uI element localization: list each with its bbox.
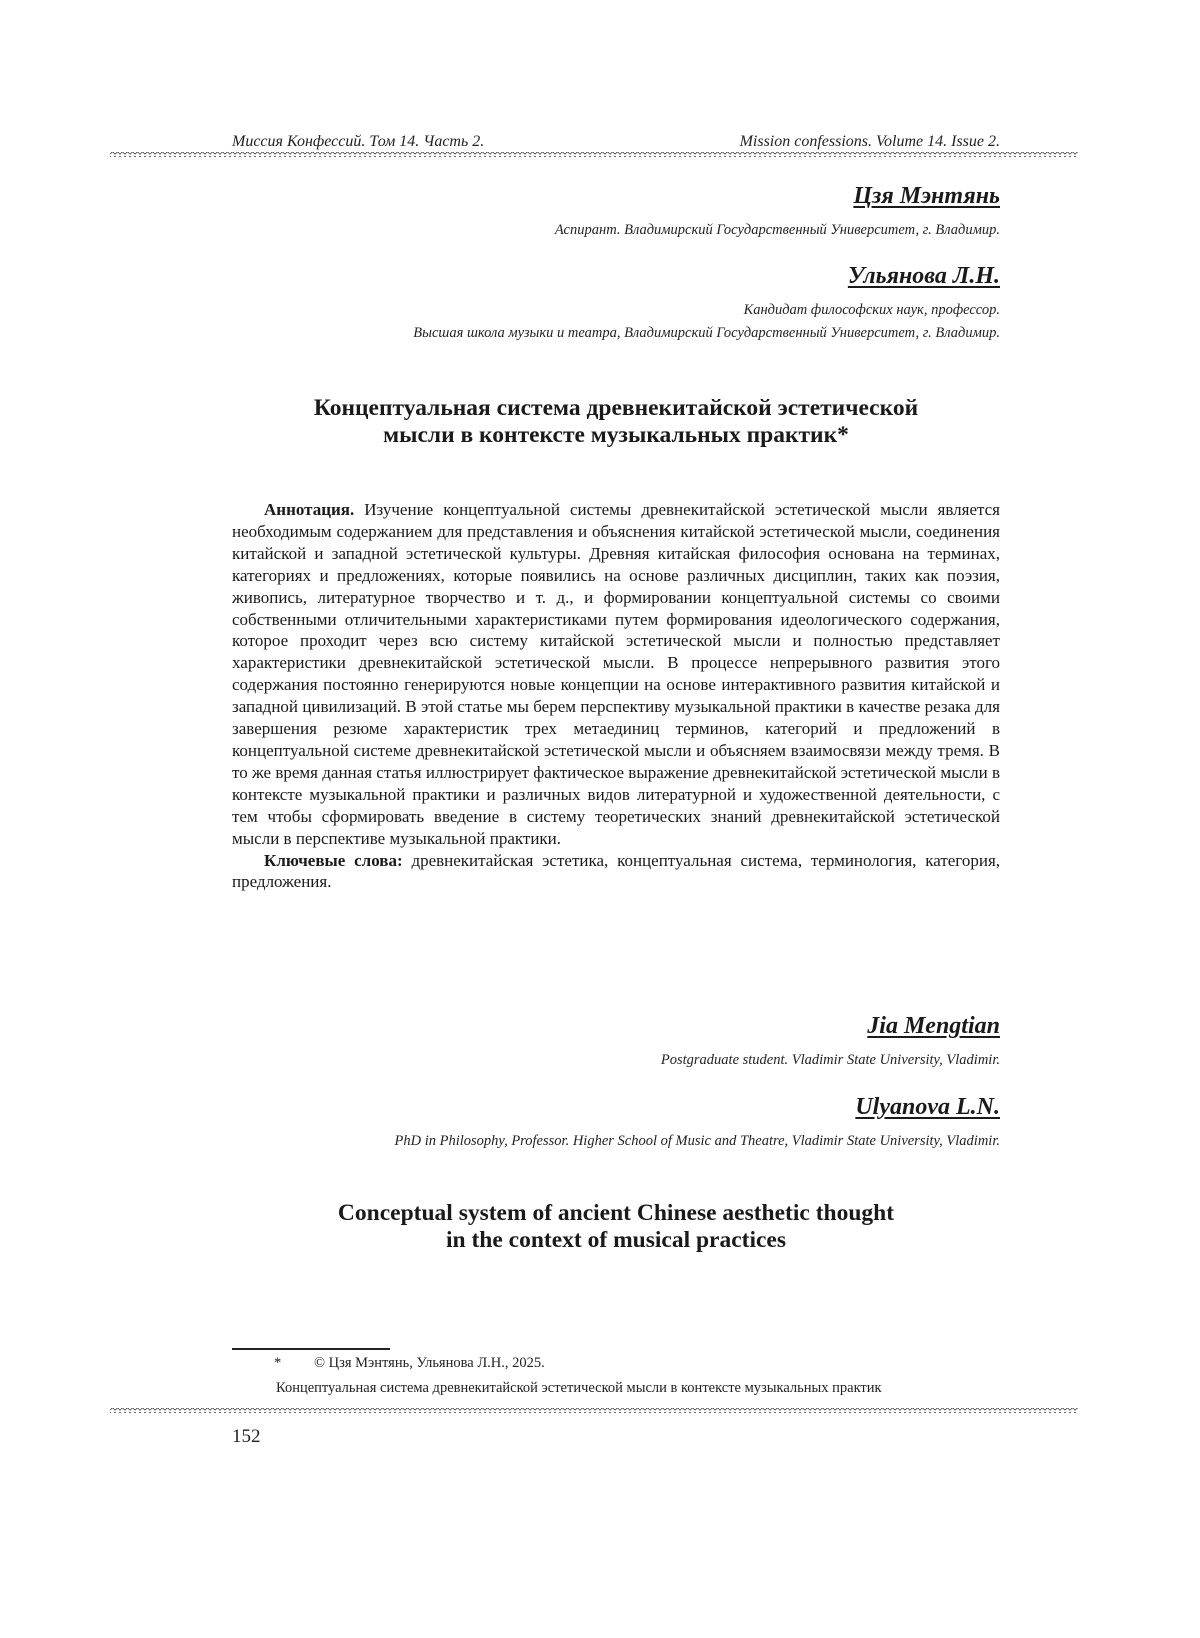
running-header-left: Миссия Конфессий. Том 14. Часть 2. (232, 133, 485, 150)
title-line: Концептуальная система древнекитайской эстетической (313, 395, 919, 421)
author-affiliation-ru-1: Аспирант. Владимирский Государственный Университет, г. Владимир. (554, 222, 1000, 238)
author-name-en-1: Jia Mengtian (867, 1013, 1000, 1039)
footnote-rule (232, 1348, 390, 1350)
abstract-text: Изучение концептуальной системы древнекитайской эстетической мысли является необходимым содержанием для представления и объяснения китайской эстетической мысли, соединения китайской и западной эстетической культуры. Древняя китайская философия основана на терминах, категориях и предложениях, которые появились на основе различных дисциплин, таких как поэзия, живопись, литературное творчество и т. д., и формировании концептуальной системы со своими собственными отличительными характеристиками путем формирования идеологического содержания, которое проходит через всю систему китайской эстетической мысли и полностью представляет характеристики древнекитайской эстетической мысли. В процессе непрерывного развития этого содержания постоянно генерируются новые концепции на основе интерактивного развития китайской и западной цивилизаций. В этой статье мы берем перспективу музыкальной практики в качестве резака для завершения резюме характеристик трех метаединиц терминов, категорий и предложений в концептуальной системе древнекитайской эстетической мысли и объясняем взаимосвязи между тремя. В то же время данная статья иллюстрирует фактическое выражение древнекитайской эстетической мысли в контексте музыкальной практики и различных видов литературной и художественной деятельности, с тем чтобы сформировать введение в систему теоретических знаний древнекитайской эстетической мысли в перспективе музыкальной практики. (232, 500, 1001, 848)
title-line: мысли в контексте музыкальных практик* (383, 422, 849, 448)
author-name-ru-2: Ульянова Л.Н. (847, 263, 1000, 289)
header-divider (110, 152, 1078, 162)
title-line: Conceptual system of ancient Chinese aesthetic thought (337, 1200, 895, 1226)
keywords-paragraph (232, 850, 1000, 894)
abstract-paragraph (232, 499, 1000, 850)
footer-divider (110, 1408, 1078, 1418)
footnote-line-2: Концептуальная система древнекитайской эстетической мысли в контексте музыкальных практик (276, 1380, 882, 1396)
affiliation-line: Высшая школа музыки и театра, Владимирский Государственный Университет, г. Владимир. (413, 325, 1000, 341)
article-title-ru (232, 395, 1000, 449)
affiliation-line: Кандидат философских наук, профессор. (743, 302, 1000, 318)
abstract-block (232, 499, 1000, 893)
author-name-en-2: Ulyanova L.N. (855, 1094, 1000, 1120)
keywords-label: Ключевые слова: (264, 850, 403, 870)
author-affiliation-en-1: Postgraduate student. Vladimir State University, Vladimir. (660, 1052, 1000, 1068)
footnote-copyright: © Цзя Мэнтянь, Ульянова Л.Н., 2025. (314, 1355, 545, 1371)
title-line: in the context of musical practices (445, 1227, 787, 1253)
author-affiliation-en-2: PhD in Philosophy, Professor. Higher School of Music and Theatre, Vladimir State University, Vladimir. (394, 1133, 1000, 1149)
footnote-line-1 (232, 1355, 1000, 1372)
abstract-label: Аннотация. (264, 500, 355, 519)
page-number: 152 (232, 1426, 261, 1447)
author-name-ru-1: Цзя Мэнтянь (853, 183, 1000, 209)
article-title-en (232, 1200, 1000, 1254)
author-affiliation-ru-2 (413, 299, 1000, 345)
keywords-text: древнекитайская эстетика, концептуальная система, терминология, категория, предложения. (232, 850, 1001, 892)
footnote-marker: * (274, 1355, 282, 1371)
running-header-right: Mission confessions. Volume 14. Issue 2. (739, 133, 1000, 150)
